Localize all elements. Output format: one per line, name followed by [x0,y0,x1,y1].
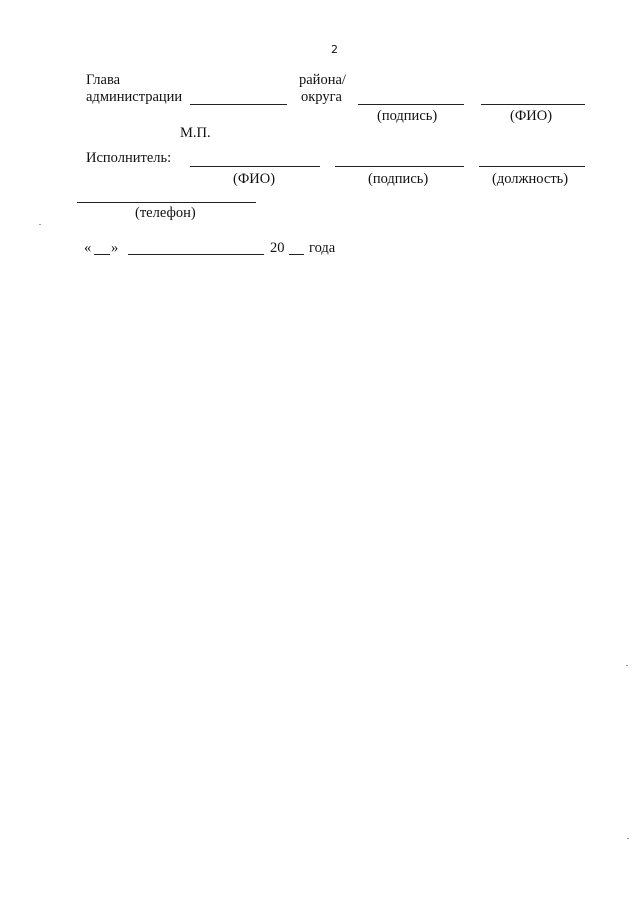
date-month-line [128,254,264,255]
head-label-line2: администрации [86,89,183,105]
date-day-line [94,254,110,255]
scan-speck [627,838,629,839]
executor-signature-line [335,166,464,167]
head-signature-caption: (подпись) [377,108,438,124]
executor-name-caption: (ФИО) [233,171,276,187]
scan-speck [39,224,41,225]
head-signature-blank-line [190,104,287,105]
executor-phone-line [77,202,256,203]
executor-signature-caption: (подпись) [368,171,429,187]
executor-name-line [190,166,320,167]
scan-speck [626,665,628,666]
date-year-line [289,254,304,255]
page-number: 2 [331,43,338,56]
date-open-quote: « [84,240,92,256]
executor-label: Исполнитель: [86,150,172,166]
executor-position-caption: (должность) [492,171,569,187]
executor-phone-caption: (телефон) [135,205,196,221]
region-label-line1: района/ [299,72,346,88]
head-name-caption: (ФИО) [510,108,553,124]
head-label-line1: Глава [86,72,121,88]
head-name-line [481,104,585,105]
date-close-quote: » [111,240,119,256]
date-year-prefix: 20 [270,240,285,256]
stamp-label: М.П. [180,125,211,141]
head-signature-line [358,104,464,105]
region-label-line2: округа [301,89,342,105]
executor-position-line [479,166,585,167]
date-year-suffix: года [309,240,336,256]
